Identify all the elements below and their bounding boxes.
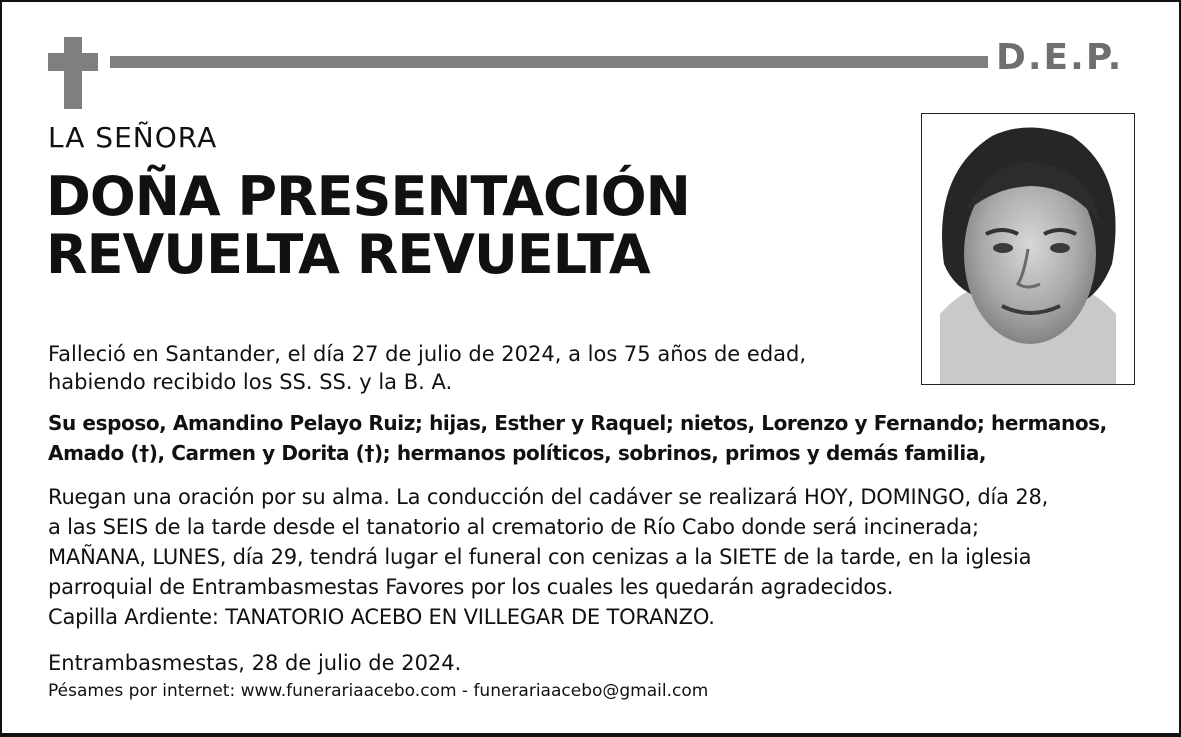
ceremony-line-3: MAÑANA, LUNES, día 29, tendrá lugar el funeral con cenizas a la SIETE de la tarde, en la iglesia xyxy=(48,545,1032,569)
deceased-name-line-2: REVUELTA REVUELTA xyxy=(46,223,650,286)
death-notice-line-1: Falleció en Santander, el día 27 de julio de 2024, a los 75 años de edad, xyxy=(48,342,807,366)
family-line-2: Amado (†), Carmen y Dorita (†); hermanos políticos, sobrinos, primos y demás familia, xyxy=(48,441,987,465)
death-notice-line-2: habiendo recibido los SS. SS. y la B. A. xyxy=(48,370,453,394)
header-rule xyxy=(110,56,988,68)
family-line-1: Su esposo, Amandino Pelayo Ruiz; hijas, Esther y Raquel; nietos, Lorenzo y Fernando; hermanos, xyxy=(48,411,1107,435)
ceremony-line-4: parroquial de Entrambasmestas Favores por los cuales les quedarán agradecidos. xyxy=(48,575,894,599)
ceremony-line-2: a las SEIS de la tarde desde el tanatorio al crematorio de Río Cabo donde será incinerada; xyxy=(48,515,979,539)
dep-label: D.E.P. xyxy=(996,37,1124,78)
place-date: Entrambasmestas, 28 de julio de 2024. xyxy=(48,651,462,675)
deceased-name xyxy=(46,165,690,286)
ceremony-details xyxy=(48,482,1158,632)
family-list xyxy=(48,408,1148,468)
ceremony-line-5: Capilla Ardiente: TANATORIO ACEBO EN VILLEGAR DE TORANZO. xyxy=(48,605,715,629)
title-line: LA SEÑORA xyxy=(48,121,218,154)
deceased-name-line-1: DOÑA PRESENTACIÓN xyxy=(46,165,690,228)
ceremony-line-1: Ruegan una oración por su alma. La conducción del cadáver se realizará HOY, DOMINGO, día 28, xyxy=(48,485,1049,509)
death-notice xyxy=(48,340,908,396)
condolences-line: Pésames por internet: www.funerariaacebo.com - funerariaacebo@gmail.com xyxy=(48,681,709,701)
portrait-photo xyxy=(921,113,1135,385)
portrait-image xyxy=(922,114,1134,384)
